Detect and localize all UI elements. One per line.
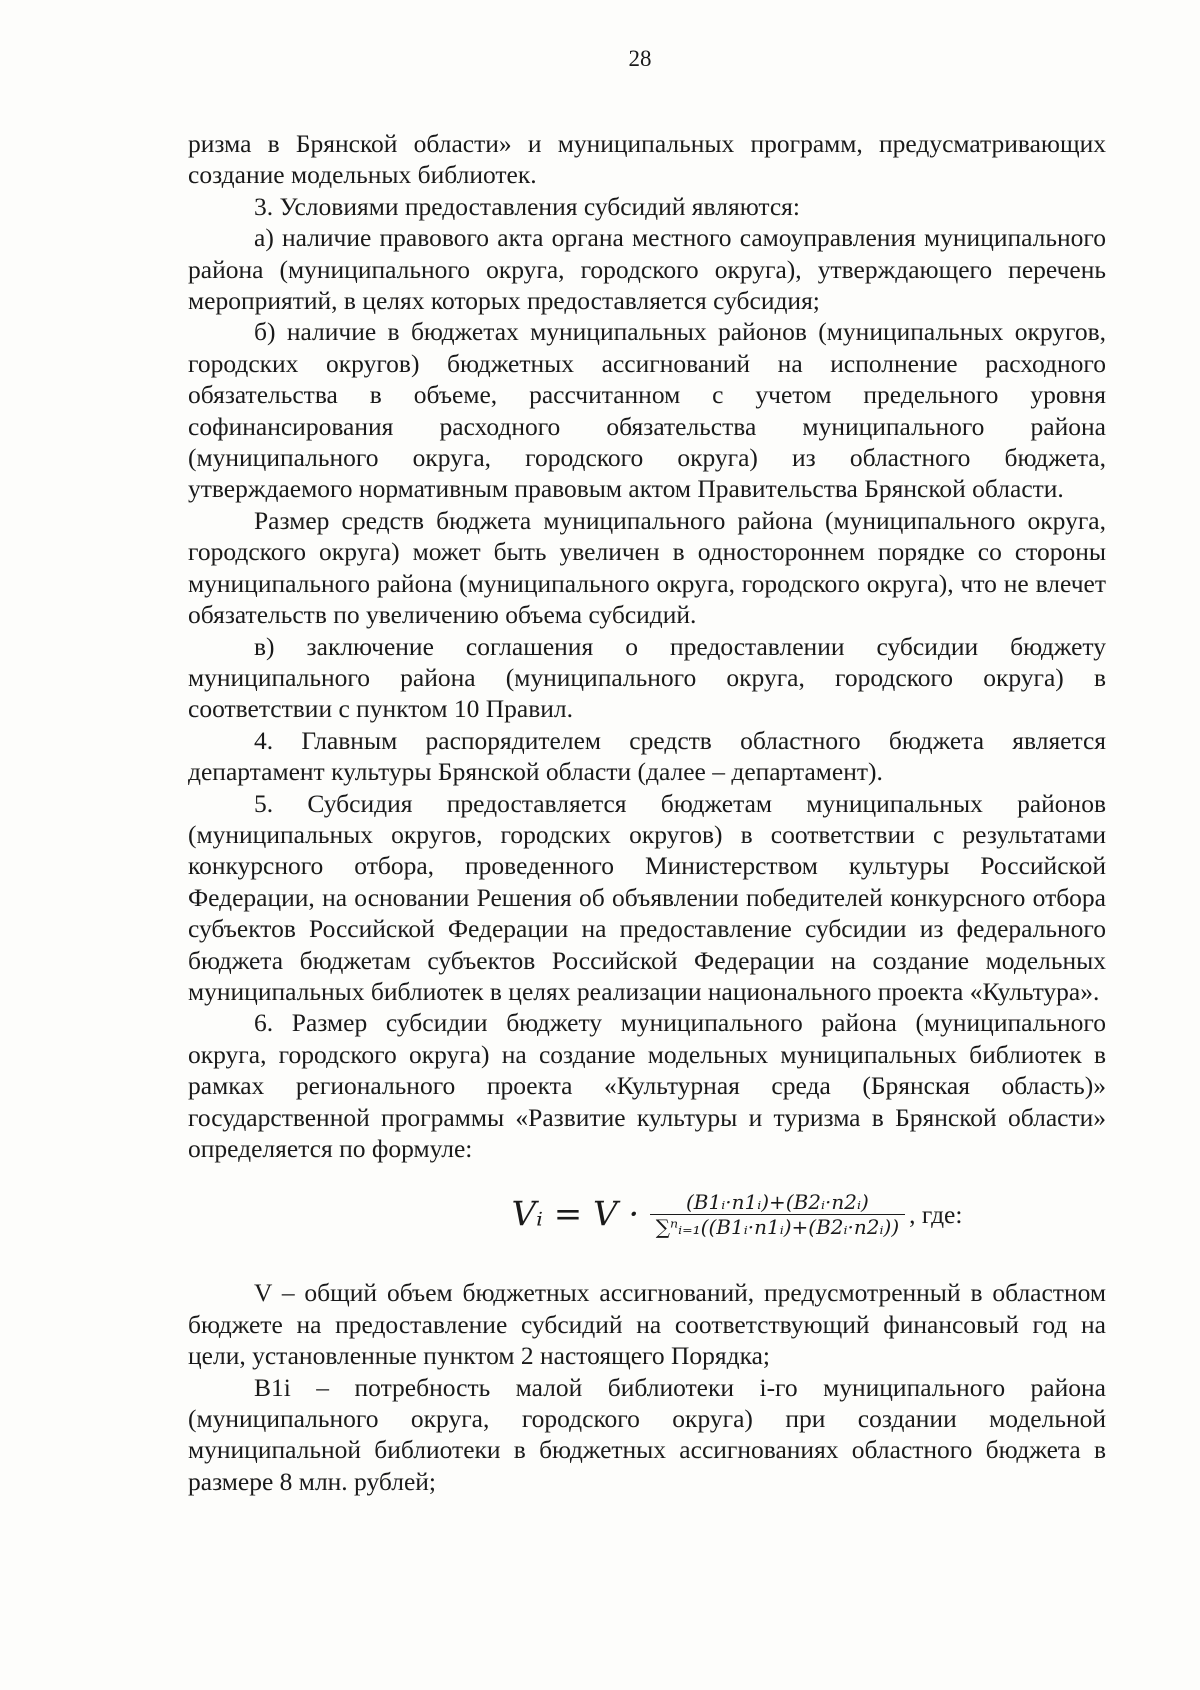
paragraph-definition-b1i: B1i – потребность малой библиотеки i-го муниципального района (муниципального округа, городского округа) при создании модельной муниципальной библиотеки в бюджетных ассигнованиях областного бюджета в размере 8 млн. рублей; (188, 1372, 1106, 1496)
paragraph-definition-v: V – общий объем бюджетных ассигнований, предусмотренный в областном бюджете на предоставление субсидий на соответствующий финансовый год на цели, установленные пунктом 2 настоящего Порядка; (188, 1278, 1106, 1371)
paragraph-budget-size: Размер средств бюджета муниципального района (муниципального округа, городского округа) может быть увеличен в одностороннем порядке со стороны муниципального района (муниципального округа, городского округа), что не влечет обязательств по увеличению объема субсидий. (188, 505, 1106, 630)
formula-lhs: Vᵢ = V · (511, 1194, 640, 1235)
formula-tail: , где: (909, 1200, 963, 1230)
paragraph-item-4: 4. Главным распорядителем средств областного бюджета является департамент культуры Брянской области (далее – департамент). (188, 725, 1106, 787)
paragraph-continuation: ризма в Брянской области» и муниципальных программ, предусматривающих создание модельных библиотек. (188, 129, 1106, 190)
paragraph-item-5: 5. Субсидия предоставляется бюджетам муниципальных районов (муниципальных округов, городских округов) в соответствии с результатами конкурсного отбора, проведенного Министерством культуры Российской Федерации, на основании Решения об объявлении победителей конкурсного отбора субъектов Российской Федерации на предоставление субсидии из федерального бюджета бюджетам субъектов Российской Федерации на создание модельных муниципальных библиотек в целях реализации национального проекта «Культура». (188, 788, 1106, 1006)
paragraph-condition-a: а) наличие правового акта органа местного самоуправления муниципального района (муниципального округа, городского округа), утверждающего перечень мероприятий, в целях которых предоставляется субсидия; (188, 223, 1106, 316)
subsidy-formula (188, 1190, 1106, 1239)
paragraph-conditions-heading: 3. Условиями предоставления субсидий являются: (254, 191, 800, 221)
paragraph-condition-c: в) заключение соглашения о предоставлении субсидии бюджету муниципального района (муниципального округа, городского округа) в соответствии с пунктом 10 Правил. (188, 631, 1106, 724)
formula-numerator: (B1ᵢ·n1ᵢ)+(B2ᵢ·n2ᵢ) (650, 1190, 905, 1215)
page-number: 28 (628, 46, 652, 71)
text-block-after-formula (188, 1277, 1106, 1497)
document-body (188, 128, 1106, 1497)
formula-denominator: ∑ⁿᵢ₌₁((B1ᵢ·n1ᵢ)+(B2ᵢ·n2ᵢ)) (655, 1215, 900, 1240)
text-block-before-formula (188, 128, 1106, 1164)
paragraph-item-6: 6. Размер субсидии бюджету муниципального района (муниципального округа, городского округа) на создание модельных муниципальных библиотек в рамках регионального проекта «Культурная среда (Брянская область)» государственной программы «Развитие культуры и туризма в Брянской области» определяется по формуле: (188, 1008, 1106, 1163)
formula-fraction (650, 1190, 905, 1239)
paragraph-condition-b: б) наличие в бюджетах муниципальных районов (муниципальных округов, городских округов) бюджетных ассигнований на исполнение расходного обязательства в объеме, рассчитанном с учетом предельного уровня софинансирования расходного обязательства муниципального района (муниципального округа, городского округа) из областного бюджета, утверждаемого нормативным правовым актом Правительства Брянской области. (188, 317, 1106, 504)
